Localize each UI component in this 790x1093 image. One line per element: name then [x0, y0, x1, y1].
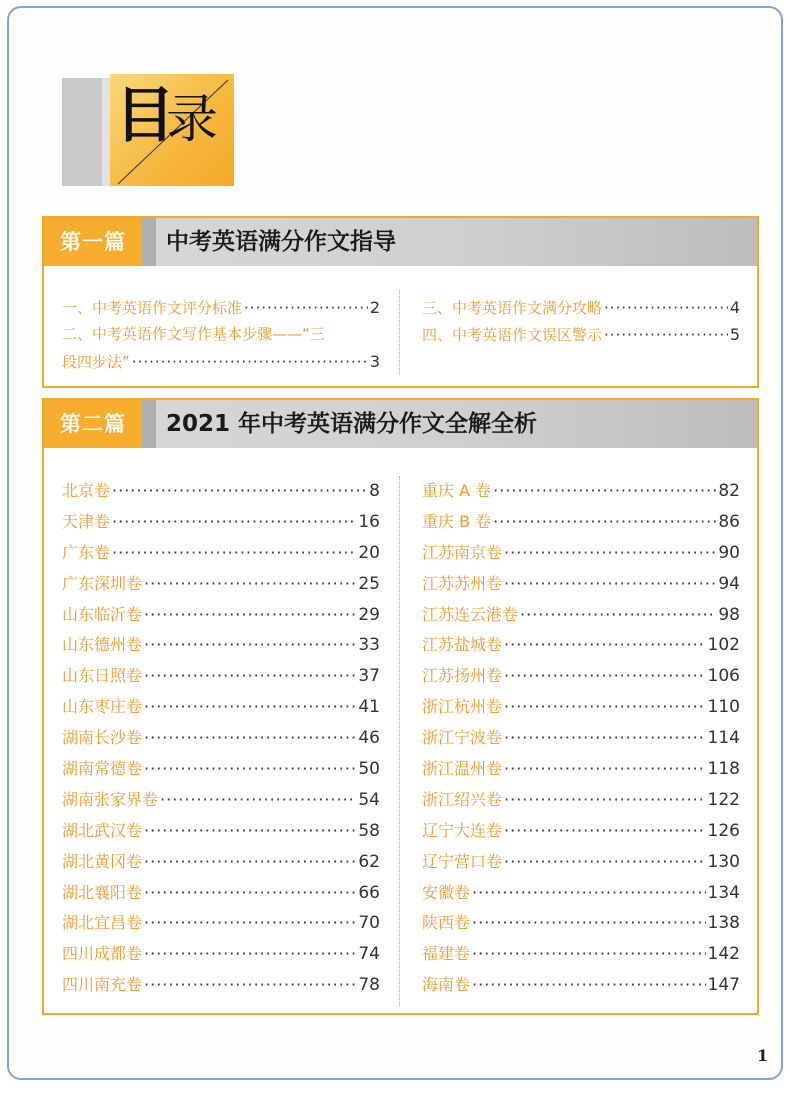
toc-entry[interactable] — [62, 630, 380, 661]
leader-dots — [504, 816, 706, 847]
toc-entry[interactable] — [422, 847, 740, 878]
part1-left-column — [62, 294, 380, 375]
leader-dots — [144, 723, 356, 754]
entry-label: 浙江杭州卷 — [422, 697, 503, 717]
part2-header — [44, 400, 757, 448]
part1-section — [42, 216, 759, 388]
entry-page: 90 — [718, 542, 740, 563]
toc-entry[interactable] — [62, 600, 380, 631]
part2-section — [42, 398, 759, 1015]
toc-entry[interactable] — [422, 476, 740, 507]
toc-entry[interactable] — [62, 785, 380, 816]
toc-entry[interactable] — [422, 878, 740, 909]
entry-label: 湖南张家界卷 — [62, 789, 159, 809]
entry-page: 134 — [707, 882, 740, 903]
toc-entry[interactable] — [62, 692, 380, 723]
leader-dots — [472, 970, 706, 1001]
entry-page: 138 — [707, 913, 740, 934]
part1-heading: 中考英语满分作文指导 — [166, 229, 396, 255]
leader-dots — [144, 816, 356, 847]
entry-page: 114 — [707, 728, 740, 749]
entry-page: 106 — [707, 666, 740, 687]
toc-entry[interactable] — [422, 692, 740, 723]
entry-page: 98 — [718, 604, 740, 625]
entry-label: 山东德州卷 — [62, 635, 143, 655]
leader-dots — [604, 295, 728, 322]
entry-page: 118 — [707, 759, 740, 780]
leader-dots — [504, 785, 706, 816]
leader-dots — [504, 754, 706, 785]
entry-page: 142 — [707, 944, 740, 965]
title-char-mu: 目 — [115, 81, 175, 151]
toc-entry[interactable] — [422, 600, 740, 631]
entry-label-line1: 二、中考英语作文写作基本步骤——“三 — [62, 325, 325, 343]
entry-page: 78 — [358, 975, 380, 996]
leader-dots — [504, 723, 706, 754]
entry-page: 86 — [718, 511, 740, 532]
part1-right-column — [422, 294, 740, 348]
entry-label: 广东卷 — [62, 542, 111, 562]
leader-dots — [144, 970, 356, 1001]
entry-page: 20 — [358, 542, 380, 563]
toc-entry[interactable] — [422, 569, 740, 600]
entry-page: 82 — [718, 481, 740, 501]
toc-entry-continued[interactable] — [62, 348, 380, 375]
entry-page: 33 — [358, 635, 380, 656]
toc-entry[interactable] — [62, 294, 380, 321]
toc-entry[interactable] — [62, 816, 380, 847]
toc-entry[interactable] — [62, 847, 380, 878]
entry-page: 16 — [358, 511, 380, 532]
leader-dots — [112, 538, 356, 569]
entry-label: 江苏扬州卷 — [422, 666, 503, 686]
entry-page: 5 — [729, 325, 740, 344]
entry-label: 陕西卷 — [422, 913, 471, 933]
entry-label: 辽宁营口卷 — [422, 851, 503, 871]
entry-page: 8 — [369, 481, 380, 501]
column-divider — [399, 476, 400, 1006]
toc-entry[interactable] — [422, 816, 740, 847]
page-number: 1 — [757, 1046, 769, 1065]
entry-page: 66 — [358, 882, 380, 903]
toc-entry-multiline[interactable] — [62, 321, 380, 348]
toc-entry[interactable] — [62, 754, 380, 785]
entry-page: 29 — [358, 604, 380, 625]
entry-label: 浙江绍兴卷 — [422, 789, 503, 809]
leader-dots — [472, 939, 706, 970]
toc-entry[interactable] — [62, 939, 380, 970]
leader-dots — [244, 295, 368, 322]
leader-dots — [144, 847, 356, 878]
part1-tag: 第一篇 — [44, 218, 142, 266]
entry-label: 江苏连云港卷 — [422, 604, 519, 624]
toc-entry[interactable] — [422, 321, 740, 348]
entry-page: 122 — [707, 789, 740, 810]
entry-label: 一、中考英语作文评分标准 — [62, 299, 243, 317]
entry-label: 重庆 B 卷 — [422, 511, 492, 531]
toc-entry[interactable] — [62, 569, 380, 600]
leader-dots — [144, 908, 356, 939]
toc-entry[interactable] — [422, 723, 740, 754]
toc-entry[interactable] — [422, 939, 740, 970]
entry-page: 2 — [369, 298, 380, 317]
toc-entry[interactable] — [62, 661, 380, 692]
leader-dots — [112, 507, 356, 538]
entry-page: 37 — [358, 666, 380, 687]
part1-header — [44, 218, 757, 266]
toc-entry[interactable] — [62, 538, 380, 569]
entry-label: 湖北武汉卷 — [62, 820, 143, 840]
entry-label: 湖南常德卷 — [62, 759, 143, 779]
entry-label: 四川南充卷 — [62, 975, 143, 995]
entry-label: 安徽卷 — [422, 882, 471, 902]
entry-label: 浙江温州卷 — [422, 759, 503, 779]
entry-label: 浙江宁波卷 — [422, 728, 503, 748]
leader-dots — [504, 538, 716, 569]
part2-left-column — [62, 476, 380, 1001]
toc-entry[interactable] — [422, 507, 740, 538]
entry-label: 天津卷 — [62, 511, 111, 531]
leader-dots — [144, 600, 356, 631]
entry-page: 126 — [707, 820, 740, 841]
entry-label: 江苏南京卷 — [422, 542, 503, 562]
entry-page: 25 — [358, 573, 380, 594]
leader-dots — [504, 692, 706, 723]
entry-label: 广东深圳卷 — [62, 573, 143, 593]
part2-tag: 第二篇 — [44, 400, 142, 448]
toc-entry[interactable] — [62, 476, 380, 507]
leader-dots — [144, 630, 356, 661]
entry-label: 江苏苏州卷 — [422, 573, 503, 593]
entry-label: 北京卷 — [62, 481, 111, 500]
entry-label: 四川成都卷 — [62, 944, 143, 964]
entry-page: 110 — [707, 697, 740, 718]
part1-tag-tail — [142, 218, 156, 266]
entry-label: 湖北黄冈卷 — [62, 851, 143, 871]
part2-body — [44, 448, 757, 1013]
entry-label: 山东临沂卷 — [62, 604, 143, 624]
toc-entry[interactable] — [422, 538, 740, 569]
entry-page: 50 — [358, 759, 380, 780]
toc-entry[interactable] — [62, 507, 380, 538]
entry-page: 46 — [358, 728, 380, 749]
toc-entry[interactable] — [62, 908, 380, 939]
leader-dots — [504, 661, 706, 692]
entry-label: 江苏盐城卷 — [422, 635, 503, 655]
entry-label: 福建卷 — [422, 944, 471, 964]
leader-dots — [472, 908, 706, 939]
leader-dots — [493, 507, 716, 538]
entry-label: 湖南长沙卷 — [62, 728, 143, 748]
entry-label: 湖北宜昌卷 — [62, 913, 143, 933]
title-char-lu: 录 — [166, 90, 219, 150]
toc-entry[interactable] — [422, 970, 740, 1001]
title-gray-bar — [62, 78, 102, 186]
entry-page: 58 — [358, 820, 380, 841]
toc-entry[interactable] — [62, 970, 380, 1001]
entry-label-line2: 段四步法” — [62, 353, 130, 371]
entry-label: 海南卷 — [422, 975, 471, 995]
column-divider — [399, 290, 400, 375]
leader-dots — [520, 600, 716, 631]
leader-dots — [504, 847, 706, 878]
entry-page: 94 — [718, 573, 740, 594]
part1-body — [44, 266, 757, 386]
entry-page: 130 — [707, 851, 740, 872]
entry-page: 102 — [707, 635, 740, 656]
toc-entry[interactable] — [422, 908, 740, 939]
leader-dots — [504, 569, 716, 600]
leader-dots — [604, 322, 728, 349]
leader-dots — [493, 476, 716, 507]
entry-page: 41 — [358, 697, 380, 718]
entry-label: 三、中考英语作文满分攻略 — [422, 299, 603, 317]
leader-dots — [144, 939, 356, 970]
entry-label: 湖北襄阳卷 — [62, 882, 143, 902]
toc-entry[interactable] — [422, 661, 740, 692]
entry-label: 四、中考英语作文误区警示 — [422, 326, 603, 344]
title-gray-bar-light — [102, 78, 110, 186]
leader-dots — [144, 569, 356, 600]
part2-right-column — [422, 476, 740, 1001]
part2-tag-tail — [142, 400, 156, 448]
entry-page: 147 — [707, 975, 740, 996]
leader-dots — [144, 878, 356, 909]
leader-dots — [112, 476, 367, 507]
leader-dots — [144, 692, 356, 723]
entry-label: 山东日照卷 — [62, 666, 143, 686]
toc-entry[interactable] — [422, 294, 740, 321]
entry-label: 山东枣庄卷 — [62, 697, 143, 717]
leader-dots — [160, 785, 356, 816]
toc-entry[interactable] — [62, 723, 380, 754]
leader-dots — [144, 661, 356, 692]
leader-dots — [132, 349, 368, 376]
toc-entry[interactable] — [422, 754, 740, 785]
leader-dots — [472, 878, 706, 909]
entry-label: 重庆 A 卷 — [422, 481, 492, 500]
entry-page: 4 — [729, 298, 740, 317]
entry-page: 74 — [358, 944, 380, 965]
entry-page: 70 — [358, 913, 380, 934]
leader-dots — [144, 754, 356, 785]
part2-heading: 2021 年中考英语满分作文全解全析 — [166, 411, 538, 437]
entry-page: 3 — [369, 352, 380, 371]
entry-label: 辽宁大连卷 — [422, 820, 503, 840]
toc-entry[interactable] — [422, 785, 740, 816]
entry-page: 62 — [358, 851, 380, 872]
toc-entry[interactable] — [62, 878, 380, 909]
leader-dots — [504, 630, 706, 661]
toc-entry[interactable] — [422, 630, 740, 661]
entry-page: 54 — [358, 789, 380, 810]
